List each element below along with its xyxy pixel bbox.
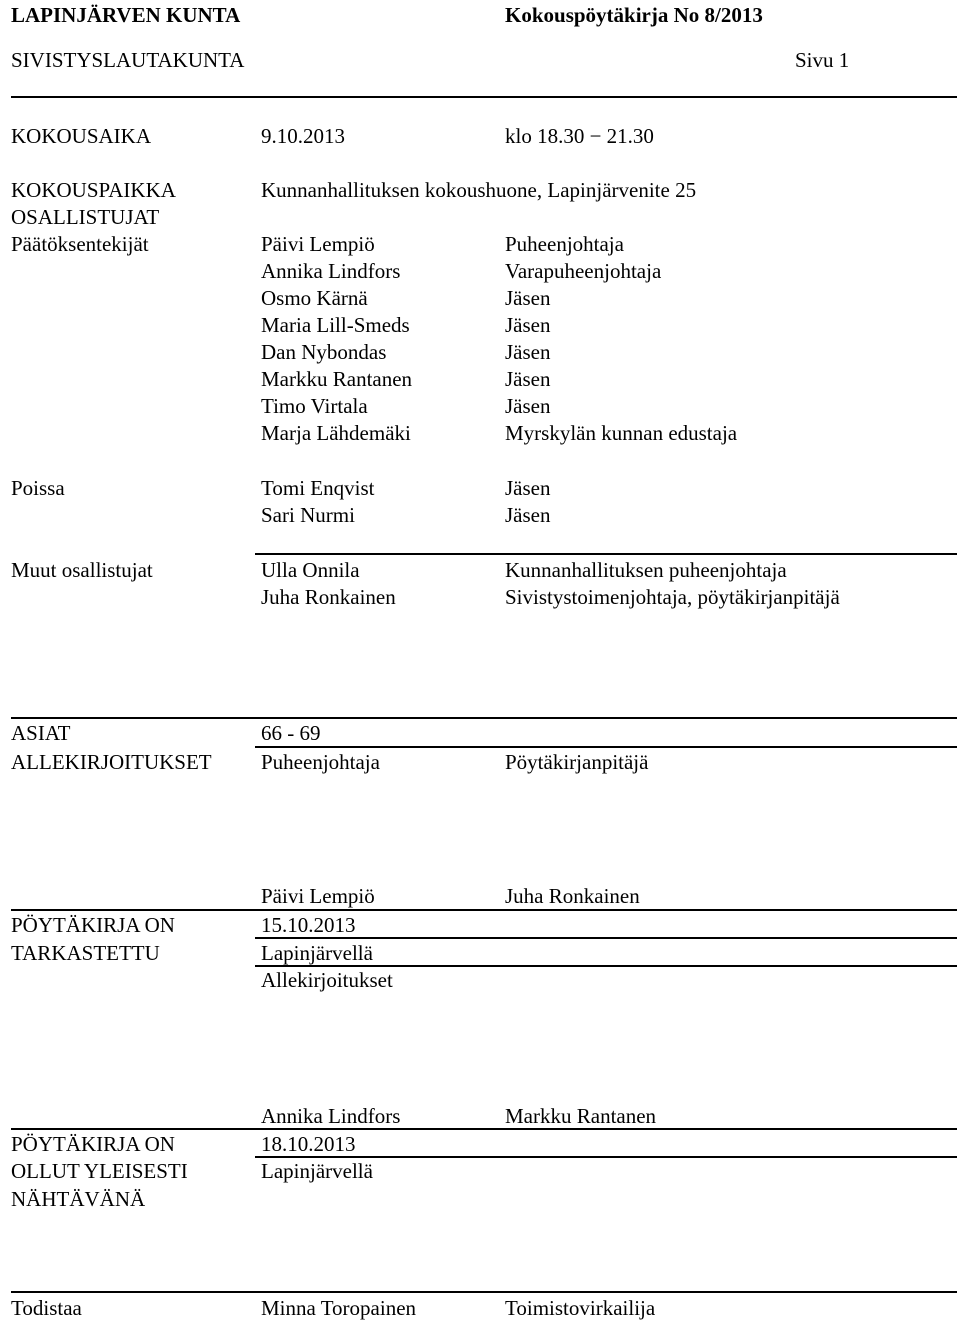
other-name: Ulla Onnila (261, 558, 360, 582)
certify-title: Toimistovirkailija (505, 1296, 656, 1320)
member-name: Annika Lindfors (261, 259, 401, 283)
board-name: SIVISTYSLAUTAKUNTA (11, 48, 245, 72)
matters-divider-bottom (255, 746, 957, 748)
certify-name: Minna Toropainen (261, 1296, 417, 1320)
municipality-name: LAPINJÄRVEN KUNTA (11, 3, 241, 27)
checked-label-1: PÖYTÄKIRJA ON (11, 913, 175, 937)
others-divider (255, 553, 957, 555)
public-label-1: PÖYTÄKIRJA ON (11, 1132, 175, 1156)
absent-name: Sari Nurmi (261, 503, 355, 527)
chair-name: Päivi Lempiö (261, 884, 375, 908)
absent-name: Tomi Enqvist (261, 476, 375, 500)
public-label-2: OLLUT YLEISESTI (11, 1159, 188, 1183)
checked-label-2: TARKASTETTU (11, 941, 160, 965)
matters-label: ASIAT (11, 721, 71, 745)
member-role: Jäsen (505, 286, 551, 310)
meeting-place: Kunnanhallituksen kokoushuone, Lapinjärvenite 25 (261, 178, 697, 202)
meeting-time-label: KOKOUSAIKA (11, 124, 151, 148)
public-divider-mid (255, 1156, 957, 1158)
other-role: Kunnanhallituksen puheenjohtaja (505, 558, 787, 582)
other-role: Sivistystoimenjohtaja, pöytäkirjanpitäjä (505, 585, 840, 609)
member-name: Päivi Lempiö (261, 232, 375, 256)
member-name: Markku Rantanen (261, 367, 413, 391)
other-name: Juha Ronkainen (261, 585, 396, 609)
member-name: Osmo Kärnä (261, 286, 368, 310)
decision-makers-label: Päätöksentekijät (11, 232, 149, 256)
page-number: Sivu 1 (795, 48, 850, 72)
others-label: Muut osallistujat (11, 558, 153, 582)
public-divider-top (11, 1128, 957, 1130)
header-divider (11, 96, 957, 98)
checked-signatures-label: Allekirjoitukset (261, 968, 393, 992)
chair-title: Puheenjohtaja (261, 750, 380, 774)
member-name: Marja Lähdemäki (261, 421, 411, 445)
certify-divider (11, 1291, 957, 1293)
meeting-date: 9.10.2013 (261, 124, 345, 148)
member-role: Varapuheenjohtaja (505, 259, 662, 283)
secretary-name: Juha Ronkainen (505, 884, 640, 908)
checked-date: 15.10.2013 (261, 913, 356, 937)
checker-name-1: Annika Lindfors (261, 1104, 401, 1128)
member-name: Dan Nybondas (261, 340, 387, 364)
matters-value: 66 - 69 (261, 721, 321, 745)
checker-name-2: Markku Rantanen (505, 1104, 657, 1128)
absent-role: Jäsen (505, 503, 551, 527)
checked-divider-mid (255, 937, 957, 939)
member-role: Jäsen (505, 313, 551, 337)
minutes-number: Kokouspöytäkirja No 8/2013 (505, 3, 763, 27)
signatures-label: ALLEKIRJOITUKSET (11, 750, 212, 774)
member-role: Myrskylän kunnan edustaja (505, 421, 738, 445)
public-date: 18.10.2013 (261, 1132, 356, 1156)
public-place: Lapinjärvellä (261, 1159, 373, 1183)
meeting-place-label: KOKOUSPAIKKA (11, 178, 176, 202)
meeting-time: klo 18.30 − 21.30 (505, 124, 654, 148)
participants-label: OSALLISTUJAT (11, 205, 160, 229)
member-role: Jäsen (505, 394, 551, 418)
checked-place: Lapinjärvellä (261, 941, 373, 965)
certify-label: Todistaa (11, 1296, 82, 1320)
absent-label: Poissa (11, 476, 65, 500)
member-role: Jäsen (505, 367, 551, 391)
member-role: Jäsen (505, 340, 551, 364)
checked-divider-bottom (255, 965, 957, 967)
matters-divider-top (11, 717, 957, 719)
checked-divider-top (11, 909, 957, 911)
absent-role: Jäsen (505, 476, 551, 500)
public-label-3: NÄHTÄVÄNÄ (11, 1187, 146, 1211)
member-role: Puheenjohtaja (505, 232, 624, 256)
secretary-title: Pöytäkirjanpitäjä (505, 750, 649, 774)
member-name: Maria Lill-Smeds (261, 313, 410, 337)
member-name: Timo Virtala (261, 394, 368, 418)
